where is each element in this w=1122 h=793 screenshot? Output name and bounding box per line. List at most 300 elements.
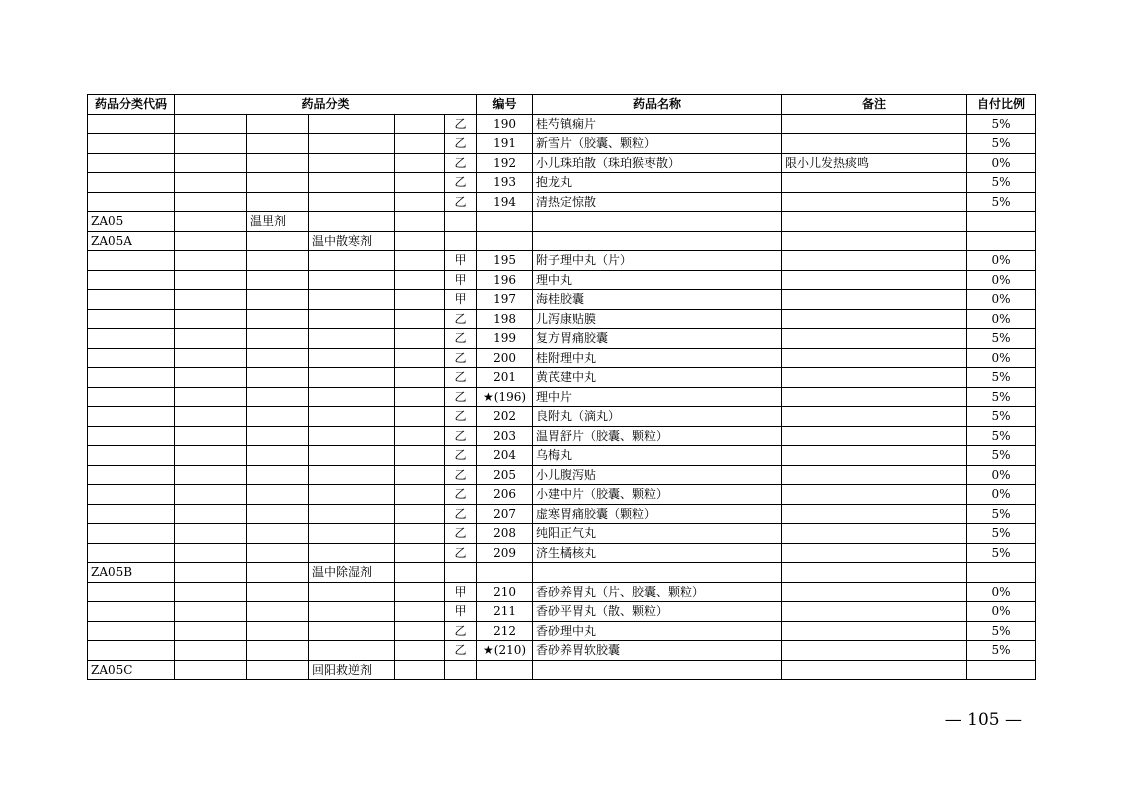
cell-cat4	[395, 153, 445, 173]
table-row	[88, 485, 1036, 505]
table-row	[88, 660, 1036, 680]
cell-number: 203	[477, 426, 533, 446]
cell-cat2	[247, 485, 309, 505]
cell-remark: 限小儿发热痰鸣	[782, 153, 967, 173]
cell-remark	[782, 309, 967, 329]
cell-cat2	[247, 134, 309, 154]
cell-cat1	[175, 563, 247, 583]
cell-remark	[782, 134, 967, 154]
cell-cat4	[395, 387, 445, 407]
table-row	[88, 212, 1036, 232]
drug-table	[87, 94, 1036, 680]
cell-number	[477, 660, 533, 680]
cell-drug-name: 良附丸（滴丸）	[533, 407, 782, 427]
page-number: — 105 —	[944, 710, 1022, 730]
cell-cat2	[247, 329, 309, 349]
cell-number: 205	[477, 465, 533, 485]
cell-code	[88, 641, 175, 661]
cell-drug-name: 小儿珠珀散（珠珀猴枣散）	[533, 153, 782, 173]
cell-code	[88, 290, 175, 310]
cell-level	[445, 660, 477, 680]
cell-number: 206	[477, 485, 533, 505]
table-row	[88, 270, 1036, 290]
table-row	[88, 192, 1036, 212]
cell-cat1	[175, 212, 247, 232]
cell-code	[88, 602, 175, 622]
cell-cat4	[395, 465, 445, 485]
cell-drug-name: 小建中片（胶囊、颗粒）	[533, 485, 782, 505]
table-row	[88, 621, 1036, 641]
cell-drug-name	[533, 660, 782, 680]
cell-cat3	[309, 485, 395, 505]
cell-number: 192	[477, 153, 533, 173]
cell-cat1	[175, 660, 247, 680]
cell-cat1	[175, 407, 247, 427]
cell-code	[88, 173, 175, 193]
cell-code	[88, 134, 175, 154]
cell-level: 乙	[445, 485, 477, 505]
cell-drug-name: 温胃舒片（胶囊、颗粒）	[533, 426, 782, 446]
cell-cat2	[247, 621, 309, 641]
cell-level: 乙	[445, 407, 477, 427]
cell-cat1	[175, 309, 247, 329]
cell-code	[88, 368, 175, 388]
cell-cat3: 温中除湿剂	[309, 563, 395, 583]
cell-level: 乙	[445, 114, 477, 134]
cell-drug-name: 黄芪建中丸	[533, 368, 782, 388]
cell-code	[88, 524, 175, 544]
cell-drug-name	[533, 563, 782, 583]
table-row	[88, 329, 1036, 349]
cell-number: 193	[477, 173, 533, 193]
table-row	[88, 387, 1036, 407]
cell-cat1	[175, 368, 247, 388]
cell-cat3	[309, 368, 395, 388]
cell-code	[88, 485, 175, 505]
cell-cat4	[395, 641, 445, 661]
cell-code	[88, 309, 175, 329]
cell-remark	[782, 621, 967, 641]
cell-cat2	[247, 524, 309, 544]
table-row	[88, 524, 1036, 544]
cell-code	[88, 446, 175, 466]
cell-code	[88, 348, 175, 368]
cell-ratio: 0%	[967, 270, 1036, 290]
cell-cat1	[175, 348, 247, 368]
cell-cat1	[175, 465, 247, 485]
cell-cat1	[175, 192, 247, 212]
cell-cat2	[247, 563, 309, 583]
table-row	[88, 446, 1036, 466]
cell-cat4	[395, 329, 445, 349]
table-row	[88, 582, 1036, 602]
cell-remark	[782, 231, 967, 251]
cell-remark	[782, 212, 967, 232]
cell-level: 乙	[445, 641, 477, 661]
table-row	[88, 426, 1036, 446]
cell-drug-name: 清热定惊散	[533, 192, 782, 212]
cell-cat4	[395, 134, 445, 154]
cell-cat1	[175, 153, 247, 173]
cell-number: ★(196)	[477, 387, 533, 407]
cell-level	[445, 563, 477, 583]
cell-ratio: 5%	[967, 407, 1036, 427]
cell-cat4	[395, 192, 445, 212]
cell-remark	[782, 660, 967, 680]
table-row	[88, 173, 1036, 193]
table-body	[88, 114, 1036, 680]
cell-level: 乙	[445, 134, 477, 154]
cell-remark	[782, 387, 967, 407]
cell-ratio: 5%	[967, 543, 1036, 563]
cell-drug-name	[533, 231, 782, 251]
header-category: 药品分类	[175, 95, 477, 115]
cell-cat2	[247, 173, 309, 193]
table-row	[88, 641, 1036, 661]
cell-cat2	[247, 602, 309, 622]
table-row	[88, 231, 1036, 251]
cell-number: 190	[477, 114, 533, 134]
cell-ratio	[967, 660, 1036, 680]
cell-level: 乙	[445, 387, 477, 407]
cell-cat1	[175, 446, 247, 466]
header-row	[88, 95, 1036, 115]
cell-cat3	[309, 465, 395, 485]
table-row	[88, 290, 1036, 310]
table-row	[88, 348, 1036, 368]
cell-code	[88, 114, 175, 134]
cell-level: 乙	[445, 329, 477, 349]
cell-cat2	[247, 504, 309, 524]
cell-cat4	[395, 485, 445, 505]
cell-level	[445, 231, 477, 251]
cell-cat1	[175, 290, 247, 310]
header-number: 编号	[477, 95, 533, 115]
cell-cat3	[309, 114, 395, 134]
cell-drug-name	[533, 212, 782, 232]
table-row	[88, 407, 1036, 427]
cell-code: ZA05A	[88, 231, 175, 251]
cell-level	[445, 212, 477, 232]
cell-code	[88, 251, 175, 271]
cell-drug-name: 理中丸	[533, 270, 782, 290]
cell-drug-name: 小儿腹泻贴	[533, 465, 782, 485]
cell-number: 207	[477, 504, 533, 524]
cell-drug-name: 香砂养胃软胶囊	[533, 641, 782, 661]
cell-cat1	[175, 641, 247, 661]
cell-cat1	[175, 582, 247, 602]
cell-code	[88, 329, 175, 349]
cell-level: 乙	[445, 192, 477, 212]
cell-remark	[782, 348, 967, 368]
cell-code	[88, 504, 175, 524]
cell-ratio: 5%	[967, 114, 1036, 134]
cell-level: 乙	[445, 446, 477, 466]
cell-cat1	[175, 173, 247, 193]
cell-remark	[782, 114, 967, 134]
table-row	[88, 563, 1036, 583]
cell-cat2	[247, 465, 309, 485]
cell-ratio	[967, 231, 1036, 251]
cell-number: 195	[477, 251, 533, 271]
cell-cat3	[309, 134, 395, 154]
cell-code	[88, 270, 175, 290]
cell-cat4	[395, 543, 445, 563]
cell-cat2	[247, 192, 309, 212]
cell-ratio: 0%	[967, 251, 1036, 271]
cell-ratio: 0%	[967, 602, 1036, 622]
cell-ratio: 0%	[967, 290, 1036, 310]
cell-cat3	[309, 524, 395, 544]
cell-cat1	[175, 485, 247, 505]
cell-number: 199	[477, 329, 533, 349]
header-remark: 备注	[782, 95, 967, 115]
cell-remark	[782, 270, 967, 290]
cell-remark	[782, 192, 967, 212]
cell-code: ZA05C	[88, 660, 175, 680]
cell-cat2	[247, 114, 309, 134]
cell-cat1	[175, 134, 247, 154]
cell-level: 乙	[445, 309, 477, 329]
cell-ratio: 5%	[967, 387, 1036, 407]
table-row	[88, 504, 1036, 524]
cell-code	[88, 426, 175, 446]
cell-ratio: 5%	[967, 504, 1036, 524]
cell-cat2	[247, 582, 309, 602]
cell-remark	[782, 641, 967, 661]
cell-drug-name: 香砂平胃丸（散、颗粒）	[533, 602, 782, 622]
cell-number: 211	[477, 602, 533, 622]
cell-cat4	[395, 504, 445, 524]
cell-cat3: 回阳救逆剂	[309, 660, 395, 680]
cell-cat1	[175, 524, 247, 544]
cell-level: 乙	[445, 465, 477, 485]
cell-cat4	[395, 524, 445, 544]
cell-remark	[782, 426, 967, 446]
cell-cat3	[309, 251, 395, 271]
cell-level: 乙	[445, 348, 477, 368]
cell-cat4	[395, 368, 445, 388]
cell-drug-name: 乌梅丸	[533, 446, 782, 466]
cell-code	[88, 465, 175, 485]
cell-drug-name: 抱龙丸	[533, 173, 782, 193]
cell-remark	[782, 485, 967, 505]
cell-number: 212	[477, 621, 533, 641]
cell-cat4	[395, 348, 445, 368]
cell-level: 乙	[445, 426, 477, 446]
table-row	[88, 134, 1036, 154]
cell-cat4	[395, 290, 445, 310]
cell-ratio: 5%	[967, 173, 1036, 193]
cell-level: 乙	[445, 524, 477, 544]
cell-number: 197	[477, 290, 533, 310]
cell-number: 191	[477, 134, 533, 154]
cell-number: 209	[477, 543, 533, 563]
cell-cat4	[395, 114, 445, 134]
cell-remark	[782, 504, 967, 524]
cell-cat2	[247, 543, 309, 563]
cell-ratio: 0%	[967, 465, 1036, 485]
cell-cat2	[247, 660, 309, 680]
cell-cat2: 温里剂	[247, 212, 309, 232]
cell-remark	[782, 407, 967, 427]
cell-ratio: 5%	[967, 641, 1036, 661]
cell-cat4	[395, 621, 445, 641]
cell-cat1	[175, 329, 247, 349]
cell-number	[477, 231, 533, 251]
cell-ratio: 5%	[967, 446, 1036, 466]
cell-number: 202	[477, 407, 533, 427]
cell-remark	[782, 524, 967, 544]
cell-cat4	[395, 251, 445, 271]
cell-level: 乙	[445, 173, 477, 193]
cell-level: 乙	[445, 153, 477, 173]
cell-ratio: 5%	[967, 329, 1036, 349]
cell-cat2	[247, 153, 309, 173]
cell-cat3	[309, 446, 395, 466]
cell-ratio: 5%	[967, 368, 1036, 388]
cell-cat2	[247, 348, 309, 368]
cell-remark	[782, 368, 967, 388]
cell-drug-name: 桂附理中丸	[533, 348, 782, 368]
cell-remark	[782, 602, 967, 622]
cell-cat3	[309, 309, 395, 329]
cell-cat4	[395, 563, 445, 583]
cell-cat2	[247, 231, 309, 251]
header-ratio: 自付比例	[967, 95, 1036, 115]
cell-number: ★(210)	[477, 641, 533, 661]
cell-drug-name: 理中片	[533, 387, 782, 407]
cell-drug-name: 附子理中丸（片）	[533, 251, 782, 271]
cell-cat3	[309, 387, 395, 407]
cell-level: 乙	[445, 368, 477, 388]
cell-remark	[782, 329, 967, 349]
cell-cat3	[309, 153, 395, 173]
header-code: 药品分类代码	[88, 95, 175, 115]
cell-code	[88, 407, 175, 427]
cell-code	[88, 153, 175, 173]
cell-cat2	[247, 309, 309, 329]
cell-code	[88, 387, 175, 407]
cell-level: 乙	[445, 543, 477, 563]
table-row	[88, 543, 1036, 563]
cell-number: 204	[477, 446, 533, 466]
cell-cat3	[309, 348, 395, 368]
cell-number	[477, 212, 533, 232]
cell-cat3	[309, 192, 395, 212]
cell-cat1	[175, 251, 247, 271]
cell-cat3	[309, 426, 395, 446]
table-row	[88, 465, 1036, 485]
table-row	[88, 368, 1036, 388]
cell-drug-name: 儿泻康贴膜	[533, 309, 782, 329]
cell-cat1	[175, 270, 247, 290]
cell-cat2	[247, 251, 309, 271]
cell-ratio: 5%	[967, 524, 1036, 544]
cell-cat3	[309, 641, 395, 661]
cell-cat2	[247, 290, 309, 310]
cell-level: 甲	[445, 290, 477, 310]
cell-remark	[782, 251, 967, 271]
header-name: 药品名称	[533, 95, 782, 115]
cell-cat2	[247, 387, 309, 407]
cell-cat3: 温中散寒剂	[309, 231, 395, 251]
cell-code: ZA05	[88, 212, 175, 232]
cell-cat2	[247, 641, 309, 661]
cell-ratio: 0%	[967, 309, 1036, 329]
cell-code	[88, 192, 175, 212]
cell-ratio: 0%	[967, 485, 1036, 505]
cell-cat4	[395, 231, 445, 251]
cell-ratio: 0%	[967, 348, 1036, 368]
cell-cat1	[175, 114, 247, 134]
table-row	[88, 153, 1036, 173]
cell-number: 198	[477, 309, 533, 329]
cell-cat1	[175, 231, 247, 251]
cell-level: 乙	[445, 504, 477, 524]
cell-cat1	[175, 621, 247, 641]
cell-drug-name: 济生橘核丸	[533, 543, 782, 563]
cell-number: 201	[477, 368, 533, 388]
cell-cat4	[395, 602, 445, 622]
cell-cat2	[247, 446, 309, 466]
cell-cat3	[309, 290, 395, 310]
cell-code	[88, 543, 175, 563]
cell-drug-name: 香砂养胃丸（片、胶囊、颗粒）	[533, 582, 782, 602]
cell-cat3	[309, 329, 395, 349]
cell-cat4	[395, 270, 445, 290]
cell-cat3	[309, 407, 395, 427]
cell-code	[88, 621, 175, 641]
cell-cat3	[309, 543, 395, 563]
cell-ratio: 5%	[967, 621, 1036, 641]
cell-drug-name: 复方胃痛胶囊	[533, 329, 782, 349]
table-row	[88, 114, 1036, 134]
cell-cat3	[309, 602, 395, 622]
cell-code: ZA05B	[88, 563, 175, 583]
cell-cat1	[175, 387, 247, 407]
cell-remark	[782, 563, 967, 583]
table-row	[88, 602, 1036, 622]
cell-drug-name: 虚寒胃痛胶囊（颗粒）	[533, 504, 782, 524]
cell-remark	[782, 290, 967, 310]
cell-ratio	[967, 212, 1036, 232]
cell-cat4	[395, 446, 445, 466]
cell-number: 210	[477, 582, 533, 602]
cell-drug-name: 海桂胶囊	[533, 290, 782, 310]
cell-number: 208	[477, 524, 533, 544]
cell-cat2	[247, 270, 309, 290]
cell-ratio	[967, 563, 1036, 583]
cell-drug-name: 香砂理中丸	[533, 621, 782, 641]
cell-remark	[782, 446, 967, 466]
cell-cat1	[175, 543, 247, 563]
cell-drug-name: 新雪片（胶囊、颗粒）	[533, 134, 782, 154]
cell-number	[477, 563, 533, 583]
cell-cat3	[309, 270, 395, 290]
cell-cat3	[309, 621, 395, 641]
cell-cat4	[395, 426, 445, 446]
cell-cat2	[247, 407, 309, 427]
cell-ratio: 5%	[967, 192, 1036, 212]
cell-cat4	[395, 407, 445, 427]
cell-cat4	[395, 582, 445, 602]
cell-level: 甲	[445, 602, 477, 622]
cell-cat2	[247, 368, 309, 388]
cell-ratio: 0%	[967, 153, 1036, 173]
cell-level: 甲	[445, 251, 477, 271]
cell-cat4	[395, 173, 445, 193]
